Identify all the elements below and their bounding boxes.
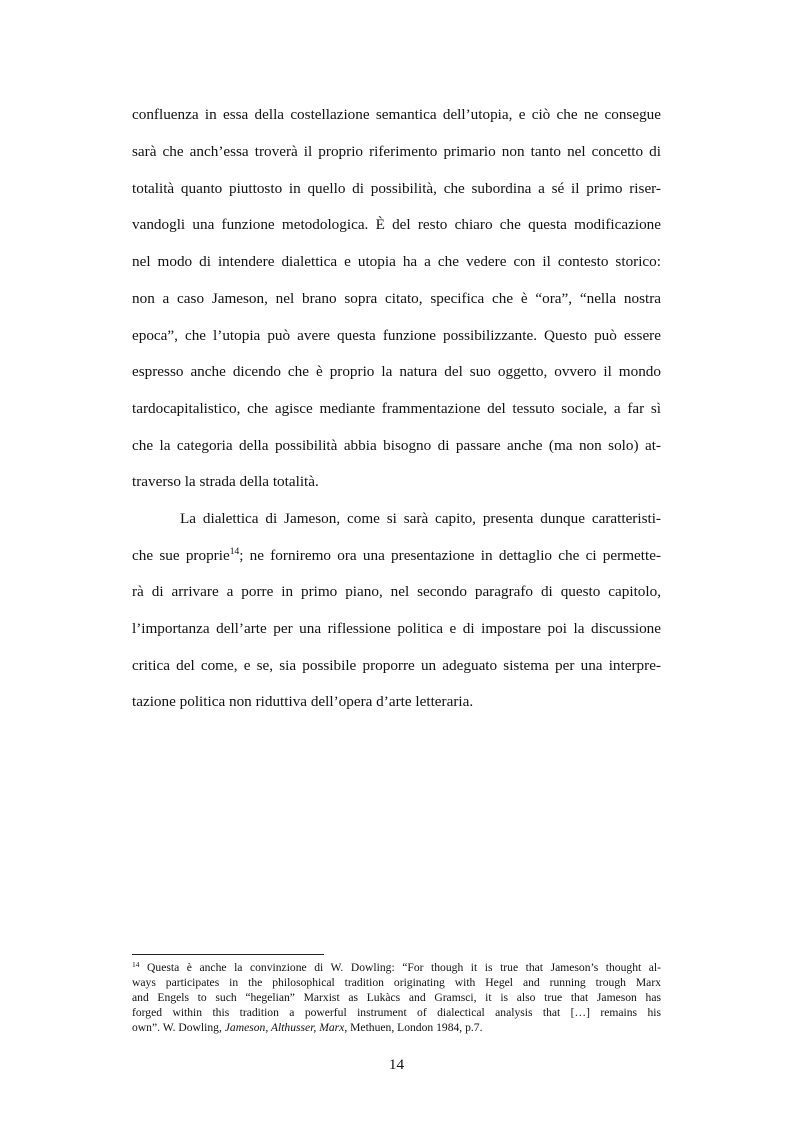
body-line-3: totalità quanto piuttosto in quello di possibilità, che subordina a sé il primo riser-: [132, 180, 661, 197]
body-line-13: [132, 547, 661, 565]
body-line-16: critica del come, e se, sia possibile proporre un adeguato sistema per una interpre-: [132, 657, 661, 674]
body-line-6: non a caso Jameson, nel brano sopra citato, specifica che è “ora”, “nella nostra: [132, 290, 661, 307]
footnote-separator: [132, 954, 324, 955]
body-line-12: La dialettica di Jameson, come si sarà capito, presenta dunque caratteristi-: [180, 510, 661, 527]
page-number: 14: [388, 1056, 405, 1073]
body-line-4: vandogli una funzione metodologica. È del resto chiaro che questa modificazione: [132, 216, 661, 233]
footnote-book-title: Jameson, Althusser, Marx: [224, 1021, 345, 1034]
footnote-line-4: forged within this tradition a powerful instrument of dialectical analysis that […] remains his: [132, 1006, 661, 1019]
body-line-10: che la categoria della possibilità abbia bisogno di passare anche (ma non solo) at-: [132, 437, 661, 454]
body-line-5: nel modo di intendere dialettica e utopia ha a che vedere con il contesto storico:: [132, 253, 661, 270]
body-line-15: l’importanza dell’arte per una riflessione politica e di impostare poi la discussione: [132, 620, 661, 637]
footnote-line-3: and Engels to such “hegelian” Marxist as Lukàcs and Gramsci, it is also true that Jameson has: [132, 991, 661, 1004]
body-line-14: rà di arrivare a porre in primo piano, nel secondo paragrafo di questo capitolo,: [132, 583, 661, 600]
body-line-11: traverso la strada della totalità.: [132, 473, 319, 490]
footnote-text: Questa è anche la convinzione di W. Dowling: “For though it is true that Jameson’s thought al-: [139, 961, 661, 974]
footnote-text: own”. W. Dowling,: [132, 1021, 225, 1034]
body-line-7: epoca”, che l’utopia può avere questa funzione possibilizzante. Questo può essere: [132, 327, 661, 344]
body-line-1: confluenza in essa della costellazione semantica dell’utopia, e ciò che ne consegue: [132, 106, 661, 123]
footnote-text: , Methuen, London 1984, p.7.: [344, 1021, 483, 1034]
body-line-17: tazione politica non riduttiva dell’opera d’arte letteraria.: [132, 693, 474, 710]
footnote-line-1: [132, 961, 661, 975]
footnote-number: 14: [132, 960, 140, 969]
body-line-9: tardocapitalistico, che agisce mediante frammentazione del tessuto sociale, a far sì: [132, 400, 661, 417]
line-text: che sue proprie: [132, 547, 230, 564]
footnote-reference: 14: [229, 547, 240, 557]
body-line-8: espresso anche dicendo che è proprio la natura del suo oggetto, ovvero il mondo: [132, 363, 661, 380]
footnote-line-2: ways participates in the philosophical tradition originating with Hegel and running trough Marx: [132, 976, 661, 989]
footnote-line-5: [132, 1021, 661, 1035]
body-line-2: sarà che anch’essa troverà il proprio riferimento primario non tanto nel concetto di: [132, 143, 661, 160]
line-text: ; ne forniremo ora una presentazione in dettaglio che ci permette-: [239, 547, 661, 564]
